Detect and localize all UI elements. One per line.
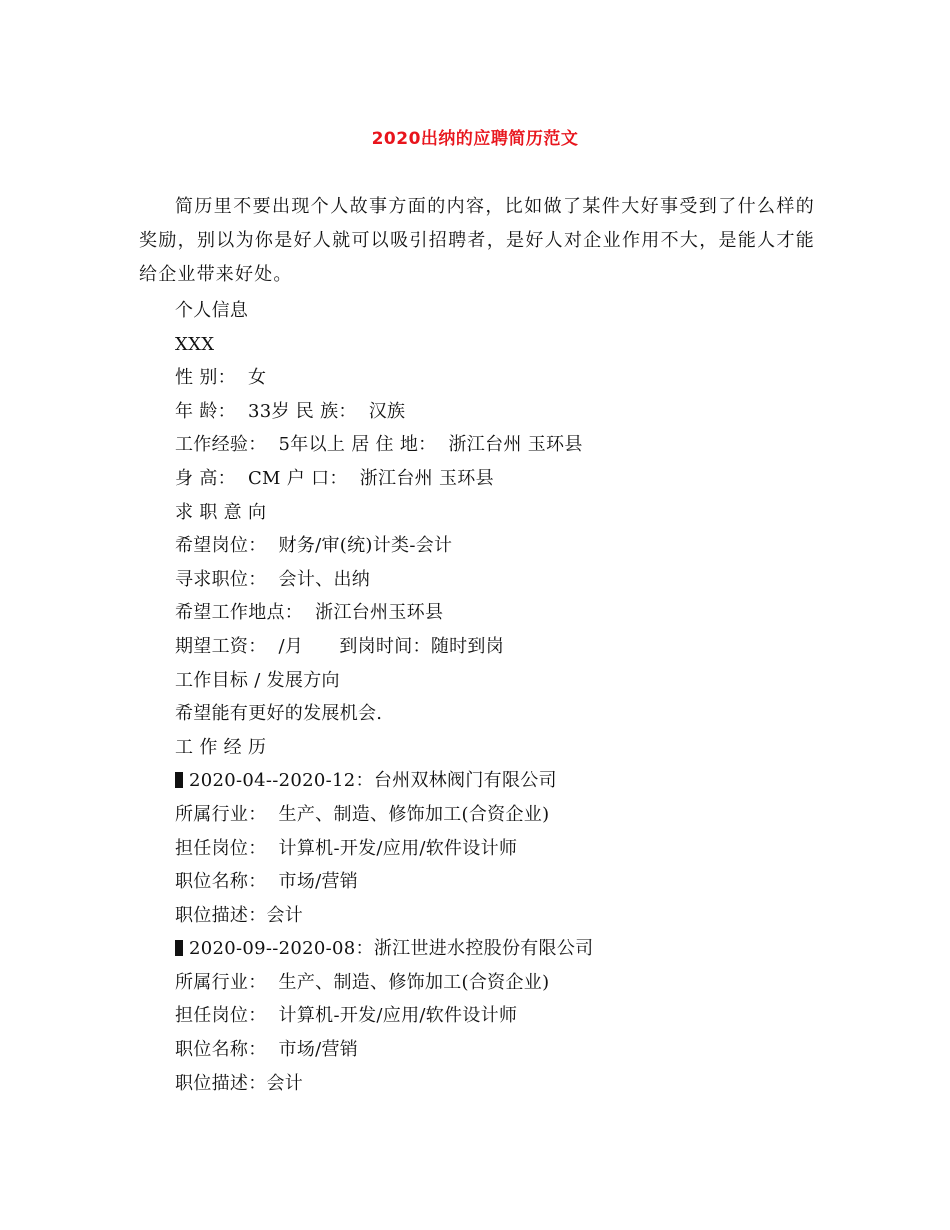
bullet-block-icon [175, 940, 183, 956]
job-period-company: 2020-09--2020-08：浙江世进水控股份有限公司 [189, 938, 594, 960]
desired-position-line: 希望岗位： 财务/审(统)计类-会计 [175, 535, 453, 557]
gender-line: 性 别： 女 [175, 367, 267, 389]
role-line: 担任岗位： 计算机-开发/应用/软件设计师 [175, 837, 518, 859]
intro-paragraph: 简历里不要出现个人故事方面的内容，比如做了某件大好事受到了什么样的奖励，别以为你是好人就可以吸引招聘者，是好人对企业作用不大，是能人才能给企业带来好处。 [139, 196, 815, 285]
age-ethnicity-line: 年 龄： 33岁 民 族： 汉族 [175, 400, 406, 422]
job-entry-heading [175, 764, 815, 798]
job-period-company: 2020-04--2020-12：台州双林阀门有限公司 [189, 770, 557, 792]
job-entry-heading [175, 932, 815, 966]
position-description-line: 职位描述：会计 [175, 904, 304, 926]
document-title: 2020出纳的应聘简历范文 [371, 129, 579, 149]
salary-start-line: 期望工资： /月 到岗时间：随时到岗 [175, 635, 505, 657]
position-description-line: 职位描述：会计 [175, 1072, 304, 1094]
resume-lines [175, 294, 815, 1100]
position-title-line: 职位名称： 市场/营销 [175, 871, 359, 893]
goals-line: 希望能有更好的发展机会. [175, 703, 383, 725]
sought-position-line: 寻求职位： 会计、出纳 [175, 568, 371, 590]
experience-residence-line: 工作经验： 5年以上 居 住 地： 浙江台州 玉环县 [175, 434, 583, 456]
desired-location-line: 希望工作地点： 浙江台州玉环县 [175, 602, 444, 624]
position-title-line: 职位名称： 市场/营销 [175, 1039, 359, 1061]
section-heading-work-history: 工 作 经 历 [175, 736, 267, 758]
industry-line: 所属行业： 生产、制造、修饰加工(合资企业) [175, 803, 550, 825]
name-line: XXX [175, 333, 215, 355]
section-heading-personal-info: 个人信息 [175, 300, 249, 321]
bullet-block-icon [175, 772, 183, 788]
section-heading-job-intention: 求 职 意 向 [175, 501, 267, 523]
role-line: 担任岗位： 计算机-开发/应用/软件设计师 [175, 1005, 518, 1027]
industry-line: 所属行业： 生产、制造、修饰加工(合资企业) [175, 971, 550, 993]
height-hukou-line: 身 高： CM 户 口： 浙江台州 玉环县 [175, 467, 494, 489]
section-heading-goals: 工作目标 / 发展方向 [175, 669, 340, 691]
